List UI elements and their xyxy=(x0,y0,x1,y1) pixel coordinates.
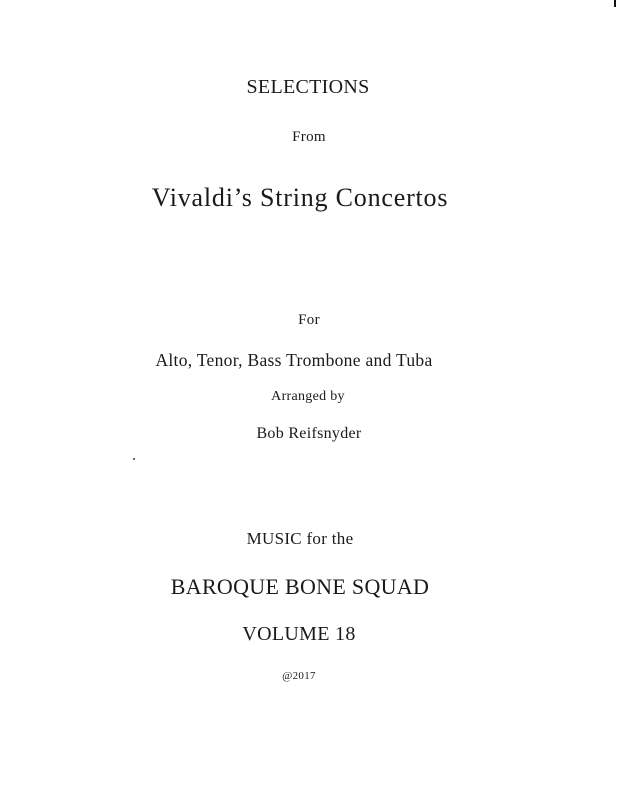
instrumentation: Alto, Tenor, Bass Trombone and Tuba xyxy=(155,350,433,370)
from-text: From xyxy=(292,129,326,145)
scan-speck xyxy=(133,458,135,460)
arranged-by-label: Arranged by xyxy=(271,389,345,404)
scan-edge-mark xyxy=(614,0,616,7)
copyright-notice: @2017 xyxy=(282,670,316,682)
series-name: BAROQUE BONE SQUAD xyxy=(170,574,430,599)
heading-selections: SELECTIONS xyxy=(246,76,370,98)
page-title: Vivaldi’s String Concertos xyxy=(151,183,449,212)
arranger-name: Bob Reifsnyder xyxy=(256,425,362,442)
volume-number: VOLUME 18 xyxy=(242,623,356,645)
for-text: For xyxy=(298,312,320,328)
music-for-text: MUSIC for the xyxy=(246,529,354,548)
